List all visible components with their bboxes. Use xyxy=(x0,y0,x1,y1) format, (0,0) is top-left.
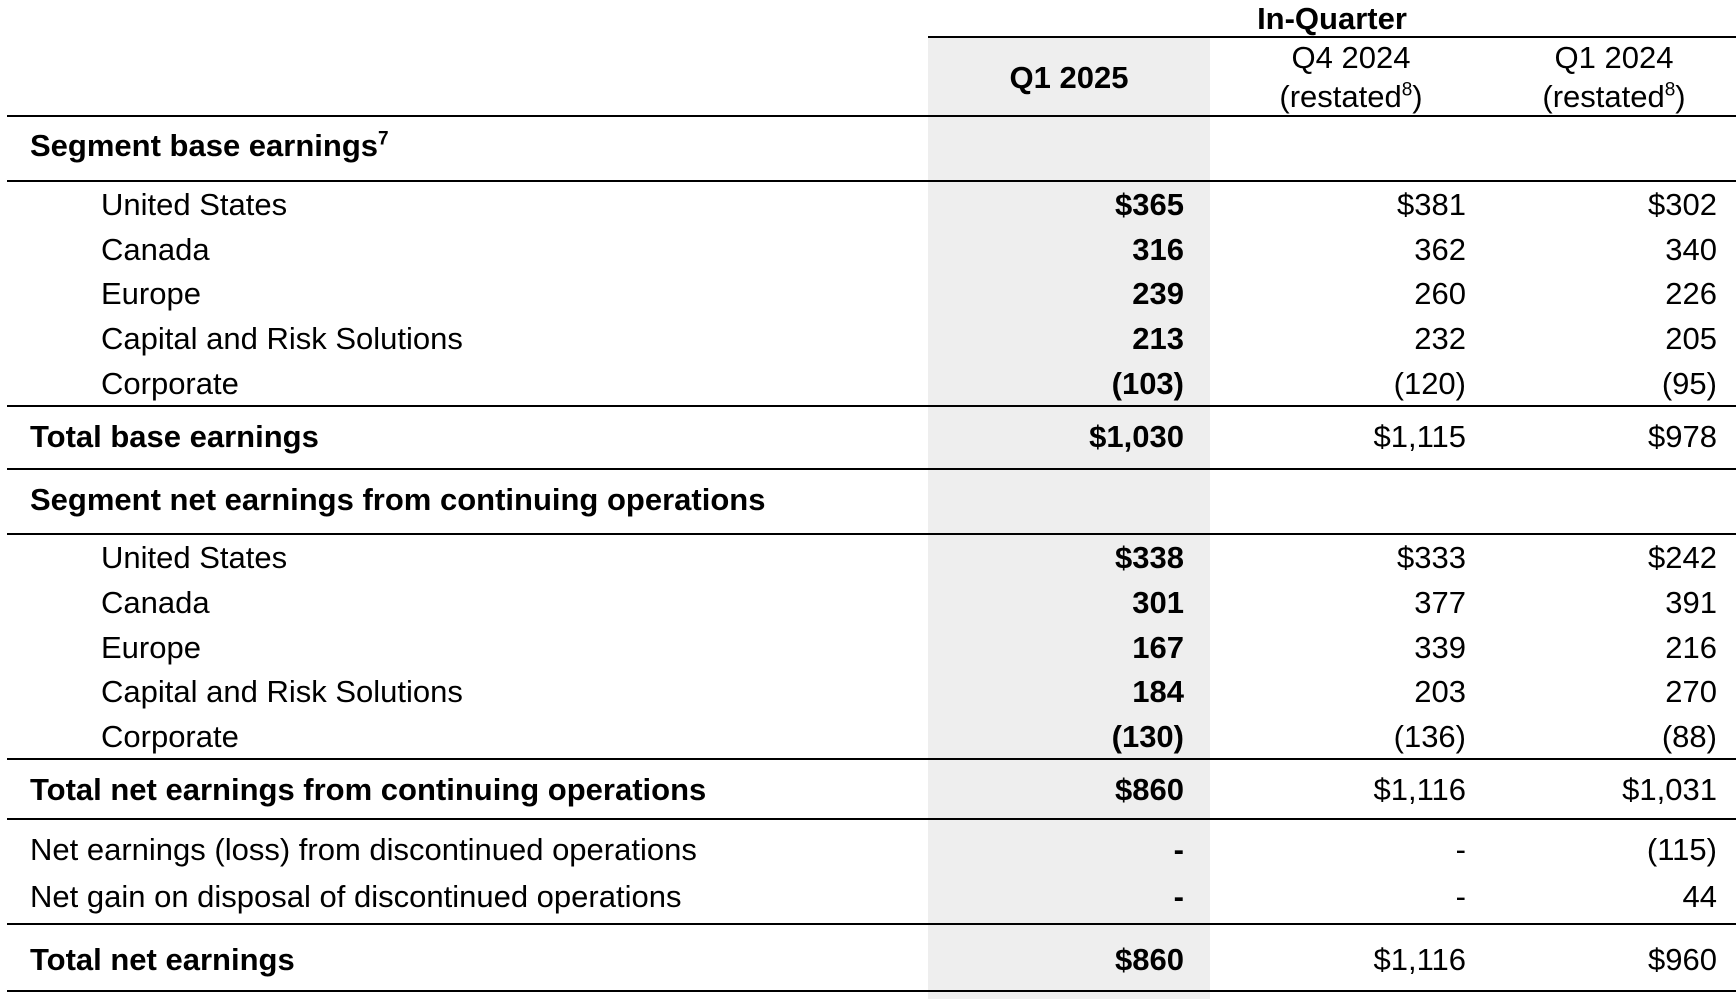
col-header-q4-2024-line2: (restated$^8$) xyxy=(1279,79,1423,114)
section-rule xyxy=(7,468,1736,470)
header-bottom-rule xyxy=(7,115,1736,117)
section-rule xyxy=(7,818,1736,820)
total-rule xyxy=(7,758,1736,760)
col-header-q4-2024 xyxy=(1210,38,1492,116)
footnote-ref-8: 8 xyxy=(1401,79,1413,101)
col-header-q1-2024 xyxy=(1492,38,1736,116)
col-header-q1-2025: Q1 2025 xyxy=(1009,60,1129,95)
bottom-rule xyxy=(7,990,1736,992)
footnote-ref-7: 7 xyxy=(378,128,389,150)
col-header-q1-2024-line2: (restated$^8$) xyxy=(1542,79,1686,114)
current-quarter-column-shading xyxy=(928,38,1210,999)
col-header-q4-2024-line1: Q4 2024 xyxy=(1291,40,1411,75)
section-rule xyxy=(7,533,1736,535)
section-rule xyxy=(7,180,1736,182)
total-rule xyxy=(7,923,1736,925)
section-title-base-earnings: Segment base earnings$^7$ xyxy=(30,128,389,163)
footnote-ref-8: 8 xyxy=(1664,79,1676,101)
in-quarter-header: In-Quarter xyxy=(1257,1,1407,36)
col-header-q1-2024-line1: Q1 2024 xyxy=(1554,40,1674,75)
section-title-net-earnings-continuing: Segment net earnings from continuing operations xyxy=(30,482,766,517)
total-rule xyxy=(7,405,1736,407)
